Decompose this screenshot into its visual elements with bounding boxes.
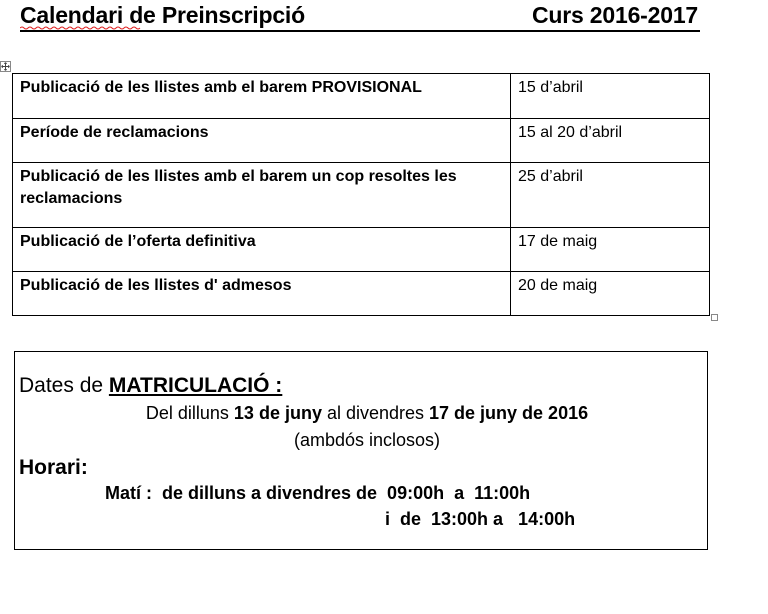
date-cell: 15 d’abril [511, 74, 710, 119]
course-label: Curs 2016-2017 [532, 2, 698, 28]
title-bar [20, 0, 700, 32]
enrollment-heading-word: MATRICULACIÓ : [108, 374, 283, 397]
table-row [13, 74, 710, 119]
second-schedule: i de 13:00h a 14:00h [385, 509, 576, 529]
date-cell: 17 de maig [511, 228, 710, 272]
preinscription-calendar-table [12, 73, 710, 316]
table-row [13, 119, 710, 163]
event-cell: Període de reclamacions [13, 119, 511, 163]
event-cell: Publicació de les llistes d' admesos [13, 272, 511, 316]
range-start-date: 13 de juny [233, 403, 322, 423]
range-prefix: Del dilluns [145, 403, 234, 423]
document-title: Calendari de Preinscripció [20, 2, 305, 28]
morning-schedule: Matí : de dilluns a divendres de 09:00h a 11:00h [105, 483, 531, 503]
schedule-heading: Horari: [19, 456, 88, 479]
enrollment-heading [19, 374, 282, 398]
spellcheck-underline [20, 26, 142, 30]
range-end-date: 17 de juny de 2016 [429, 403, 589, 423]
table-row [13, 272, 710, 316]
inclusive-note: (ambdós inclosos) [293, 430, 441, 450]
event-cell: Publicació de les llistes amb el barem un cop resoltes les reclamacions [13, 163, 511, 228]
table-row [13, 163, 710, 228]
table-row [13, 228, 710, 272]
enrollment-heading-prefix: Dates de [19, 374, 109, 397]
event-cell: Publicació de l’oferta definitiva [13, 228, 511, 272]
table-move-handle-icon[interactable] [0, 61, 11, 72]
table-resize-handle[interactable] [711, 314, 718, 321]
date-cell: 20 de maig [511, 272, 710, 316]
date-cell: 25 d’abril [511, 163, 710, 228]
enrollment-box [14, 351, 708, 550]
enrollment-date-range [20, 403, 714, 424]
event-cell: Publicació de les llistes amb el barem PROVISIONAL [13, 74, 511, 119]
date-cell: 15 al 20 d’abril [511, 119, 710, 163]
range-middle: al divendres [321, 403, 430, 423]
